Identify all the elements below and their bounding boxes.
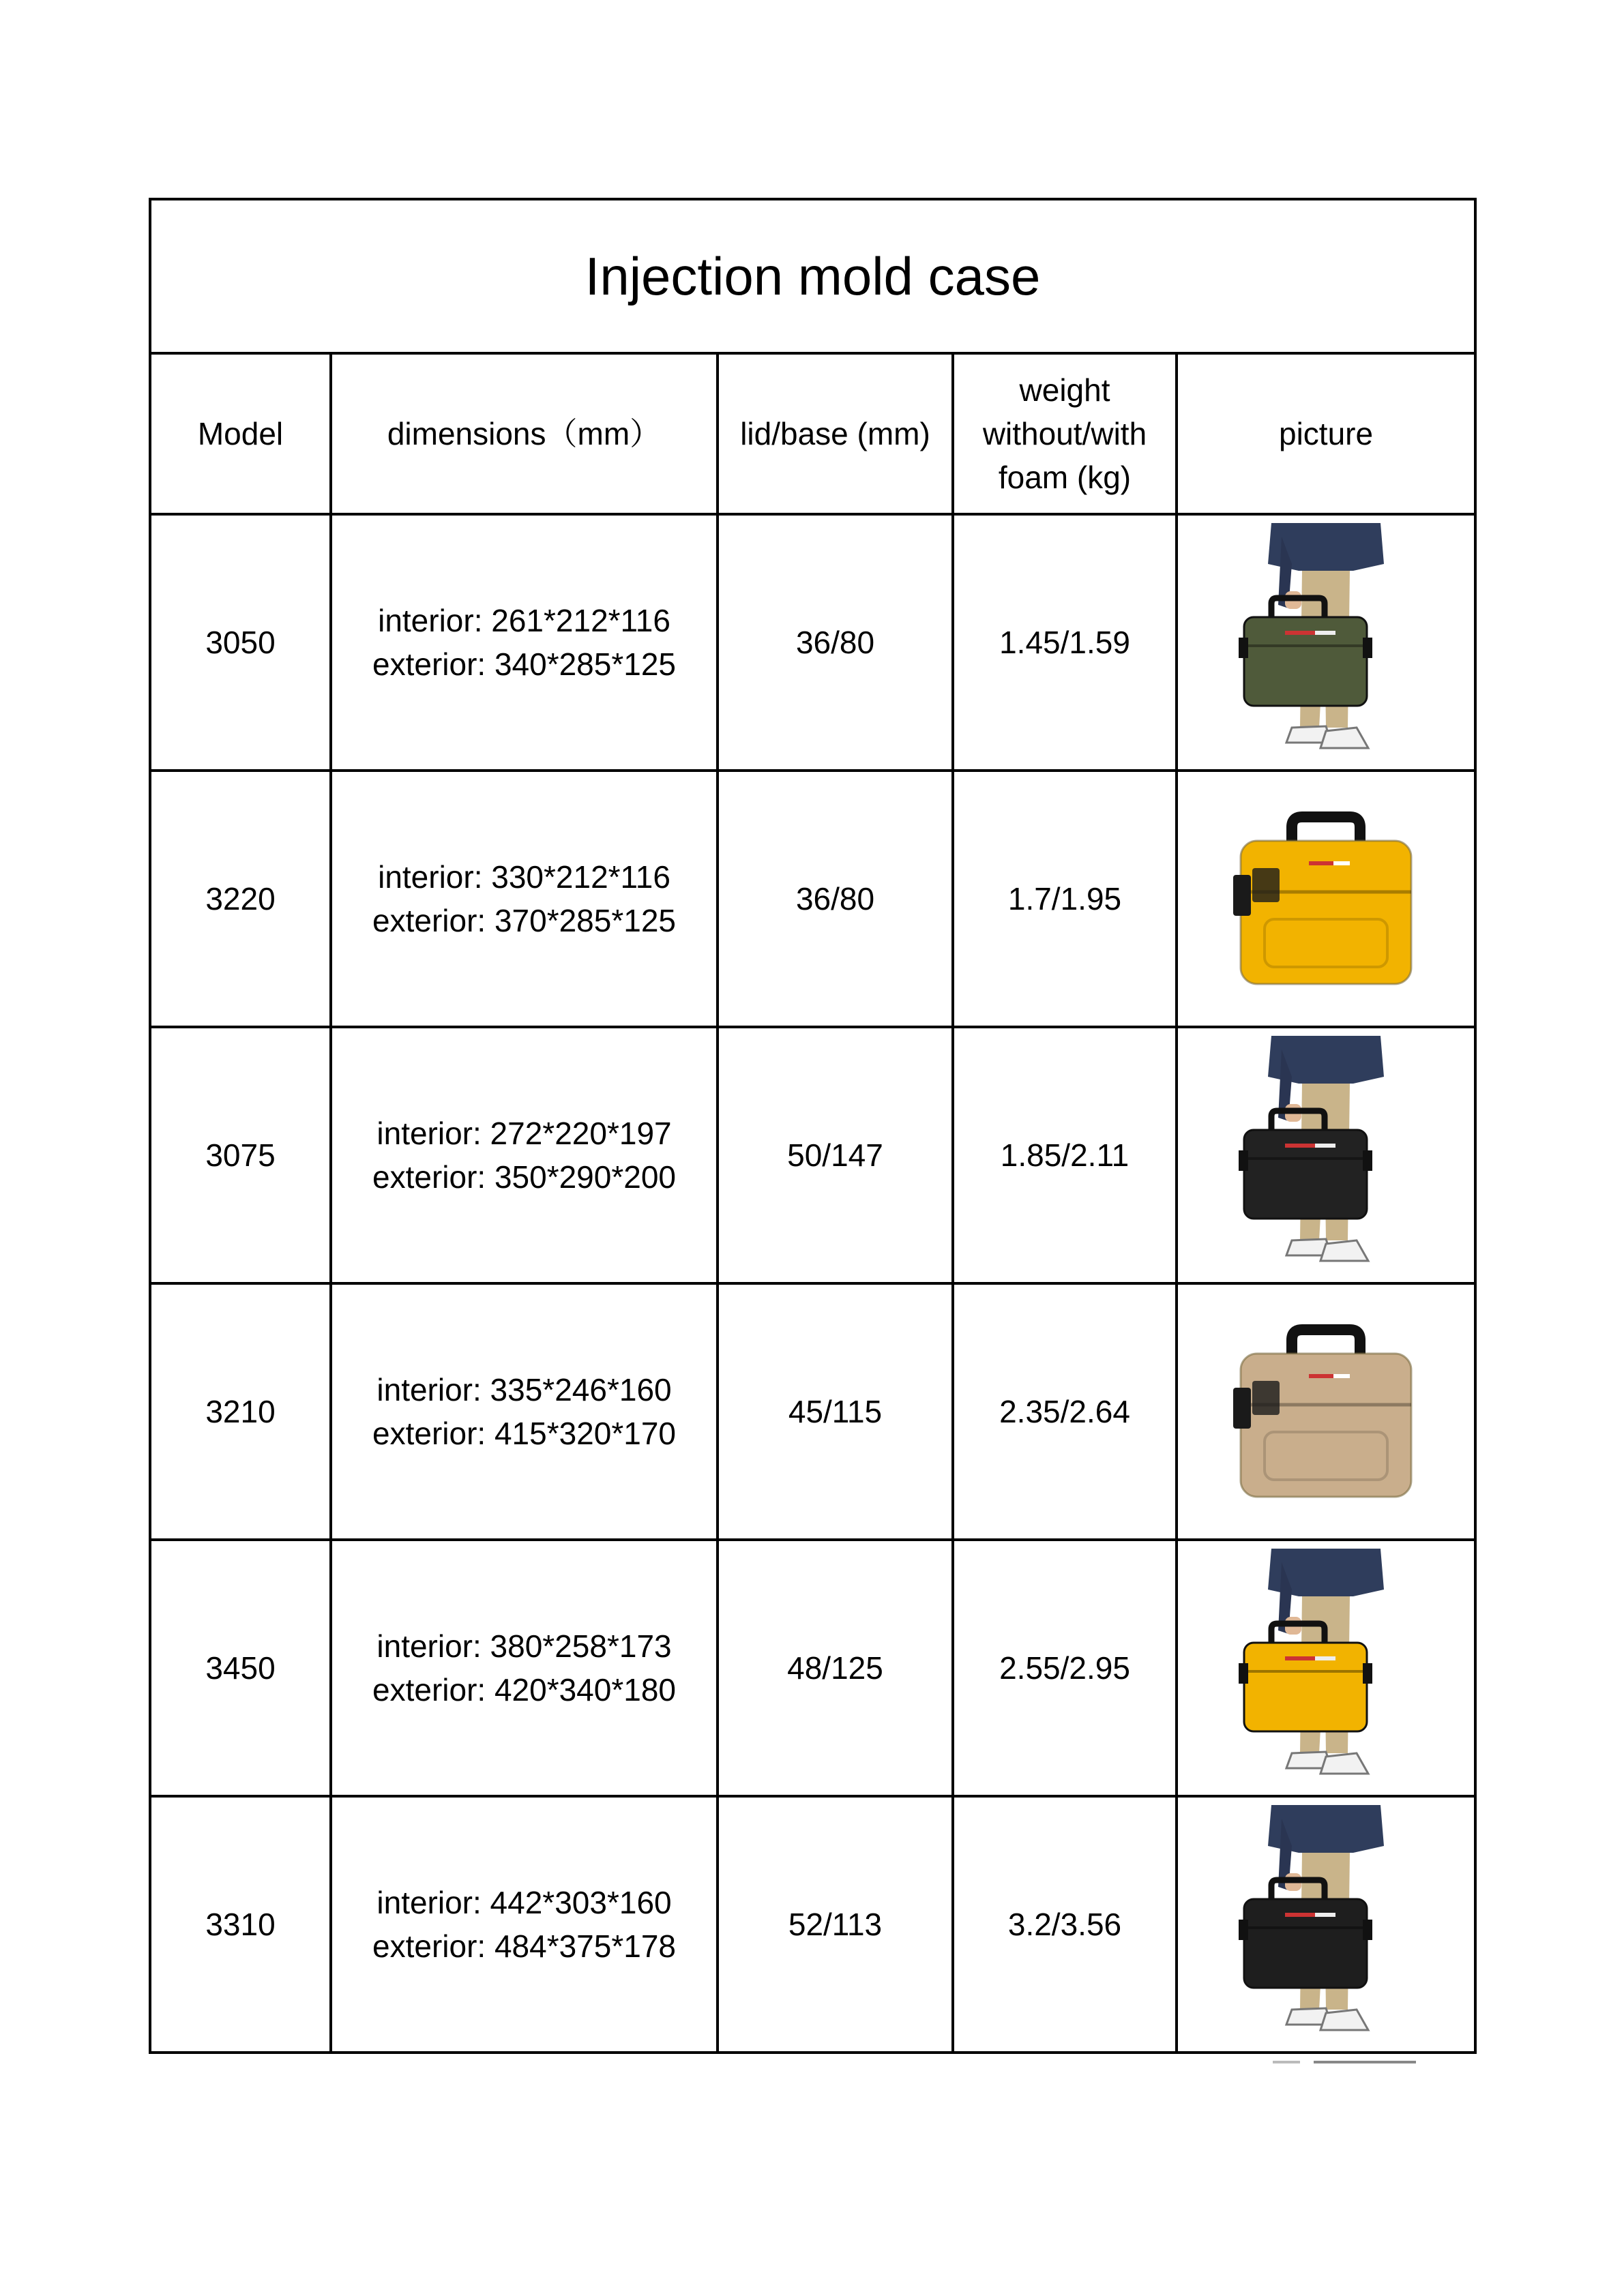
lid-base-cell: 52/113 [718,1796,953,2053]
model-cell: 3075 [150,1027,331,1283]
interior-dimensions: interior: 261*212*116 [378,603,670,638]
dimensions-cell [331,1027,718,1283]
interior-dimensions: interior: 380*258*173 [377,1628,672,1664]
tan-case-icon [1224,1292,1428,1531]
weight-cell: 2.55/2.95 [953,1540,1177,1796]
weight-cell: 1.7/1.95 [953,771,1177,1027]
person-holding-black-case-icon [1224,1036,1428,1274]
table-row [150,1027,1475,1283]
dimensions-cell [331,514,718,771]
model-cell: 3050 [150,514,331,771]
interior-dimensions: interior: 442*303*160 [377,1885,672,1920]
lid-base-cell: 50/147 [718,1027,953,1283]
exterior-dimensions: exterior: 484*375*178 [372,1928,676,1964]
table-row [150,771,1475,1027]
weight-cell: 3.2/3.56 [953,1796,1177,2053]
header-row [150,353,1475,514]
table-row [150,1796,1475,2053]
interior-dimensions: interior: 330*212*116 [378,859,670,895]
table-row [150,1283,1475,1540]
interior-dimensions: interior: 335*246*160 [377,1372,672,1407]
picture-cell [1177,1796,1475,2053]
model-cell: 3220 [150,771,331,1027]
table-row [150,1540,1475,1796]
dimensions-cell [331,1540,718,1796]
weight-cell: 1.85/2.11 [953,1027,1177,1283]
table-row [150,514,1475,771]
header-weight: weight without/with foam (kg) [953,353,1177,514]
header-lid-base: lid/base (mm) [718,353,953,514]
footnote-line [1314,2061,1416,2063]
spec-table [149,198,1477,2054]
exterior-dimensions: exterior: 350*290*200 [372,1159,676,1195]
model-cell: 3450 [150,1540,331,1796]
header-dimensions: dimensions（mm） [331,353,718,514]
model-cell: 3310 [150,1796,331,2053]
lid-base-cell: 36/80 [718,514,953,771]
exterior-dimensions: exterior: 415*320*170 [372,1416,676,1451]
person-holding-black-case-icon [1224,1805,1428,2044]
picture-cell [1177,771,1475,1027]
picture-cell [1177,1027,1475,1283]
dimensions-cell [331,771,718,1027]
person-holding-olive-case-icon [1224,523,1428,762]
lid-base-cell: 48/125 [718,1540,953,1796]
table-title: Injection mold case [150,199,1475,353]
exterior-dimensions: exterior: 420*340*180 [372,1672,676,1708]
header-model: Model [150,353,331,514]
yellow-case-icon [1224,779,1428,1018]
header-picture: picture [1177,353,1475,514]
exterior-dimensions: exterior: 370*285*125 [372,903,676,938]
dimensions-cell [331,1796,718,2053]
lid-base-cell: 36/80 [718,771,953,1027]
footnote-line [1273,2061,1300,2063]
exterior-dimensions: exterior: 340*285*125 [372,646,676,682]
person-holding-yellow-case-icon [1224,1549,1428,1787]
interior-dimensions: interior: 272*220*197 [377,1116,672,1151]
dimensions-cell [331,1283,718,1540]
picture-cell [1177,1283,1475,1540]
model-cell: 3210 [150,1283,331,1540]
picture-cell [1177,1540,1475,1796]
weight-cell: 1.45/1.59 [953,514,1177,771]
picture-cell [1177,514,1475,771]
lid-base-cell: 45/115 [718,1283,953,1540]
weight-cell: 2.35/2.64 [953,1283,1177,1540]
